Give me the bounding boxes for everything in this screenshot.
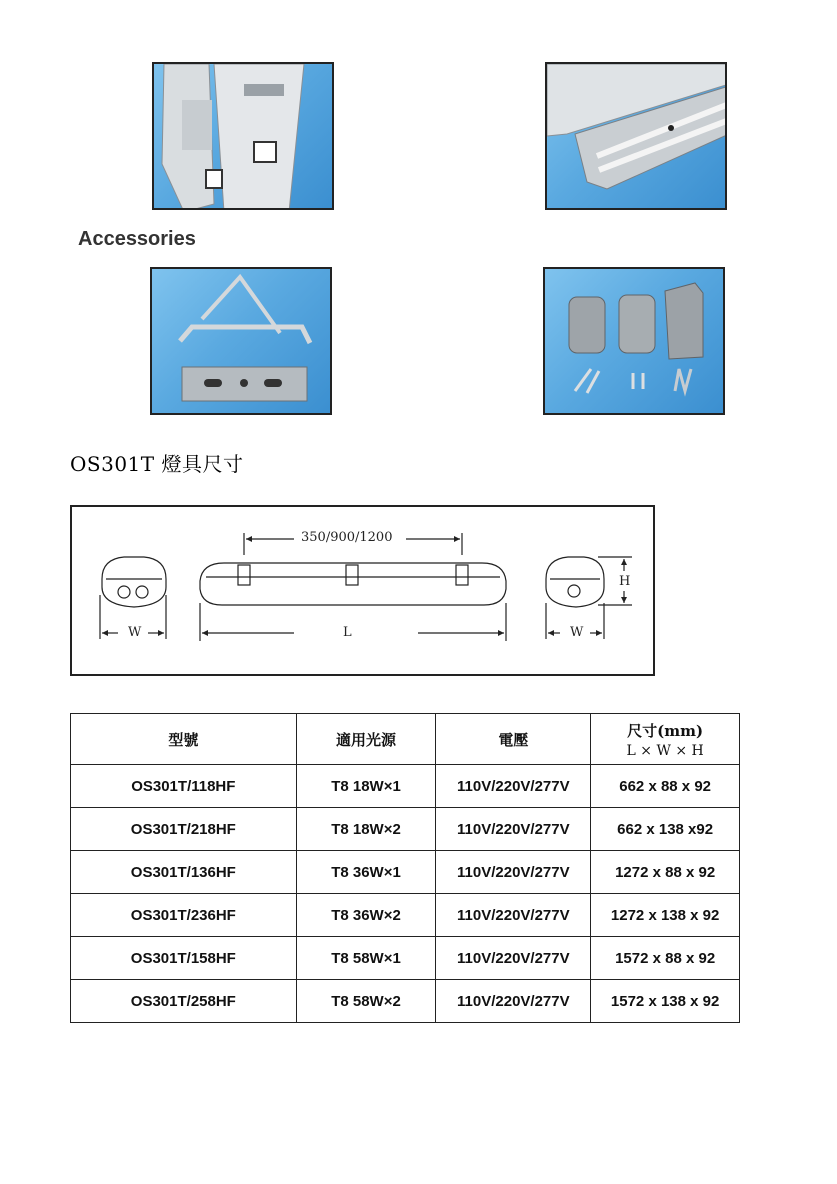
product-photo-tube-housing: [545, 62, 727, 210]
height-dimension-label: H: [616, 575, 633, 589]
cell-source: T8 36W×2: [296, 894, 436, 937]
cell-model: OS301T/236HF: [71, 894, 297, 937]
length-dimension-label: L: [340, 626, 355, 640]
cell-size: 1272 x 138 x 92: [591, 894, 740, 937]
width-dimension-label-left: W: [125, 626, 144, 640]
accessory-photo-glands: [543, 267, 725, 415]
spec-table: [70, 713, 740, 1023]
accessories-heading: Accessories: [78, 228, 196, 250]
width-dimension-label-right: W: [567, 626, 586, 640]
cell-size: 662 x 88 x 92: [591, 765, 740, 808]
accessory-photo-bracket: [150, 267, 332, 415]
cell-voltage: 110V/220V/277V: [436, 851, 591, 894]
cell-model: OS301T/136HF: [71, 851, 297, 894]
table-row: [71, 894, 740, 937]
header-light-source: 適用光源: [296, 714, 436, 765]
table-row: [71, 980, 740, 1023]
header-model: 型號: [71, 714, 297, 765]
table-row: [71, 808, 740, 851]
cell-source: T8 18W×2: [296, 808, 436, 851]
table-row: [71, 851, 740, 894]
spacing-dimension-label: 350/900/1200: [298, 531, 395, 545]
cell-voltage: 110V/220V/277V: [436, 808, 591, 851]
table-row: [71, 765, 740, 808]
product-photo-open-housing: [152, 62, 334, 210]
header-voltage: 電壓: [436, 714, 591, 765]
cell-source: T8 58W×1: [296, 937, 436, 980]
cell-model: OS301T/218HF: [71, 808, 297, 851]
cell-model: OS301T/158HF: [71, 937, 297, 980]
dimension-title: OS301T 燈具尺寸: [70, 452, 244, 476]
header-size: [591, 714, 740, 765]
cell-source: T8 18W×1: [296, 765, 436, 808]
cell-voltage: 110V/220V/277V: [436, 980, 591, 1023]
cell-size: 1572 x 138 x 92: [591, 980, 740, 1023]
cell-model: OS301T/258HF: [71, 980, 297, 1023]
cell-voltage: 110V/220V/277V: [436, 894, 591, 937]
cell-source: T8 36W×1: [296, 851, 436, 894]
cell-voltage: 110V/220V/277V: [436, 937, 591, 980]
table-row: [71, 937, 740, 980]
cell-source: T8 58W×2: [296, 980, 436, 1023]
header-size-sub: L × W × H: [626, 742, 704, 759]
table-header-row: [71, 714, 740, 765]
cell-model: OS301T/118HF: [71, 765, 297, 808]
dimension-drawing: [70, 505, 655, 676]
cell-size: 1272 x 88 x 92: [591, 851, 740, 894]
cell-size: 662 x 138 x92: [591, 808, 740, 851]
cell-voltage: 110V/220V/277V: [436, 765, 591, 808]
cell-size: 1572 x 88 x 92: [591, 937, 740, 980]
header-size-main: 尺寸(mm): [627, 721, 704, 740]
